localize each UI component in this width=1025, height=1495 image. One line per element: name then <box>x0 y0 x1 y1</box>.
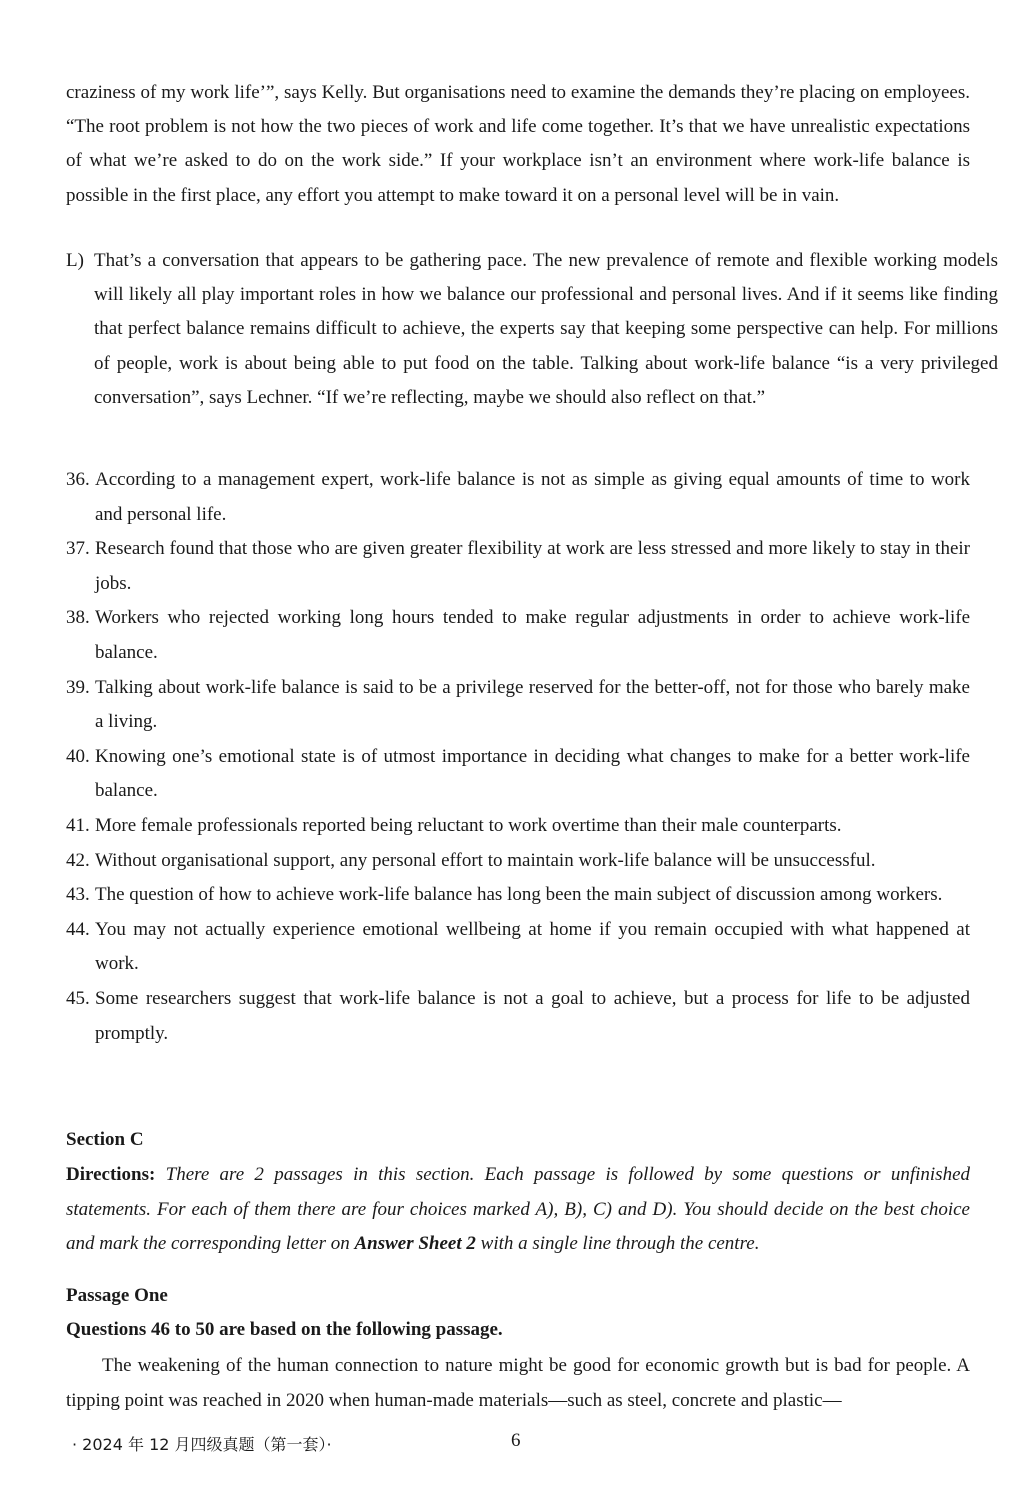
question-text: According to a management expert, work-life balance is not as simple as giving equal amounts of time to work and personal life. <box>95 469 970 525</box>
paragraph-k-text: craziness of my work life’”, says Kelly. But organisations need to examine the demands they’re placing on employees. “The root problem is not how the two pieces of work and life come together. It’s that we have unrealistic expectations of what we’re asked to do on the work side.” If your workplace isn’t an environment where work-life balance is possible in the first place, any effort you attempt to make toward it on a personal level will be in vain. <box>66 82 970 206</box>
question-text: More female professionals reported being reluctant to work overtime than their male counterparts. <box>95 814 842 836</box>
paragraph-k-continued <box>66 76 970 213</box>
question-number: 37. <box>66 538 90 560</box>
question-text: Workers who rejected working long hours tended to make regular adjustments in order to achieve work-life balance. <box>95 607 970 663</box>
question-text: Research found that those who are given greater flexibility at work are less stressed and more likely to stay in their jobs. <box>95 538 970 594</box>
question-item <box>66 844 970 879</box>
directions-text-2: with a single line through the centre. <box>480 1233 760 1254</box>
passage-one-subtitle: Questions 46 to 50 are based on the following passage. <box>66 1319 503 1340</box>
question-item <box>66 913 970 982</box>
question-number: 39. <box>66 676 90 698</box>
question-text: The question of how to achieve work-life balance has long been the main subject of discussion among workers. <box>95 884 943 906</box>
section-c-title: Section C <box>66 1129 144 1150</box>
passage-one-text: The weakening of the human connection to nature might be good for economic growth but is bad for people. A tipping point was reached in 2020 when human-made materials—such as steel, concrete and plastic— <box>66 1355 970 1411</box>
question-item <box>66 878 970 913</box>
question-item <box>66 532 970 601</box>
question-text: Talking about work-life balance is said to be a privilege reserved for the better-off, not for those who barely make a living. <box>95 676 970 733</box>
question-item <box>66 601 970 670</box>
directions-label: Directions: <box>66 1164 156 1185</box>
question-number: 40. <box>66 745 90 767</box>
directions-answer-sheet: Answer Sheet 2 <box>354 1233 476 1254</box>
question-text: You may not actually experience emotional wellbeing at home if you remain occupied with what happened at work. <box>95 918 970 975</box>
question-list <box>66 463 970 1051</box>
question-item <box>66 671 970 740</box>
question-number: 44. <box>66 918 90 940</box>
question-item <box>66 463 970 532</box>
question-text: Without organisational support, any personal effort to maintain work-life balance will be unsuccessful. <box>95 849 876 871</box>
paragraph-l-label: L) <box>66 250 84 271</box>
page-number: 6 <box>511 1430 521 1451</box>
question-number: 45. <box>66 987 90 1009</box>
question-number: 43. <box>66 884 90 906</box>
paragraph-l <box>66 244 998 415</box>
question-text: Some researchers suggest that work-life balance is not a goal to achieve, but a process for life to be adjusted promptly. <box>95 987 970 1044</box>
footer-exam-title: · 2024 年 12 月四级真题（第一套）· <box>72 1435 332 1454</box>
question-number: 41. <box>66 814 90 836</box>
question-item <box>66 740 970 809</box>
directions-text-1: There are 2 passages in this section. Each passage is followed by some questions or unfinished statements. For each of them there are four choices marked A), B), C) and D). You should decide on the best choice and mark the corresponding letter on <box>66 1164 971 1254</box>
question-number: 42. <box>66 849 90 871</box>
question-number: 36. <box>66 469 90 490</box>
paragraph-l-text: That’s a conversation that appears to be gathering pace. The new prevalence of remote and flexible working models will likely all play important roles in how we balance our professional and personal lives. And if it seems like finding that perfect balance remains difficult to achieve, the experts say that keeping some perspective can help. For millions of people, work is about being able to put food on the table. Talking about work-life balance “is a very privileged conversation”, says Lechner. “If we’re reflecting, maybe we should also reflect on that.” <box>94 250 998 408</box>
question-item <box>66 809 970 844</box>
passage-one-title: Passage One <box>66 1285 168 1306</box>
question-text: Knowing one’s emotional state is of utmost importance in deciding what changes to make for a better work-life balance. <box>95 745 970 802</box>
section-c-directions <box>66 1158 970 1262</box>
question-number: 38. <box>66 607 90 629</box>
question-item <box>66 982 970 1051</box>
